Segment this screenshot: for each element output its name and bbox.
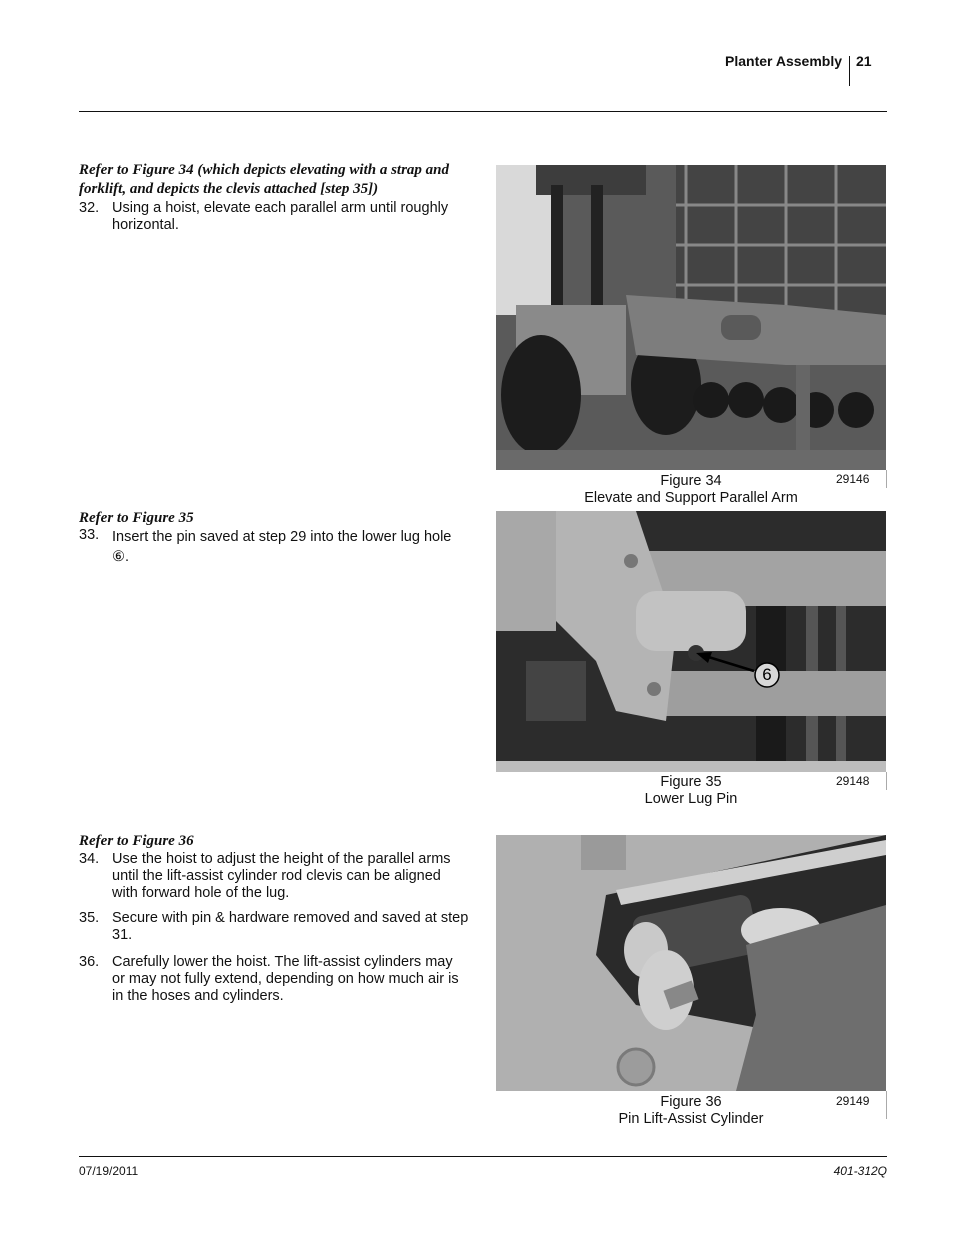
step-number: 33.: [79, 527, 100, 543]
figure-34-photo: [496, 165, 886, 470]
step-text: Using a hoist, elevate each parallel arm until roughly horizontal.: [112, 200, 449, 233]
step-number: 35.: [79, 910, 100, 926]
header-separator: [849, 56, 850, 86]
footer-date: 07/19/2011: [79, 1164, 139, 1178]
figure-frame-line: [886, 470, 887, 488]
header-rule: [79, 111, 887, 112]
figure-number: 29148: [836, 774, 870, 788]
figure-label: Figure 35: [660, 774, 722, 790]
step-text: Secure with pin & hardware removed and saved at step 31.: [112, 910, 469, 943]
figure-number: 29149: [836, 1094, 870, 1108]
step-text: Carefully lower the hoist. The lift-assist cylinders may or may not fully extend, depending on how much air is in the hoses and cylinders.: [112, 954, 459, 1004]
figure-35-photo: [496, 511, 886, 772]
figure-36-photo: [496, 835, 886, 1091]
list-item: [79, 527, 469, 567]
figure-number: 29146: [836, 472, 870, 486]
callout-number: 6: [762, 665, 772, 684]
figure-frame-line: [886, 1091, 887, 1119]
figure-title: Elevate and Support Parallel Arm: [584, 490, 798, 506]
figure-title: Lower Lug Pin: [644, 791, 738, 807]
figure-title: Pin Lift-Assist Cylinder: [618, 1111, 764, 1127]
figure-reference: Refer to Figure 36: [79, 833, 194, 849]
footer-doc-id: 401-312Q: [833, 1164, 887, 1178]
figure-frame-line: [886, 772, 887, 790]
step-number: 34.: [79, 851, 100, 867]
figure-label: Figure 34: [660, 473, 722, 489]
figure-caption: [496, 473, 886, 507]
list-item: [79, 851, 469, 902]
figure-reference: Refer to Figure 34 (which depicts elevating with a strap and forklift, and depicts the clevis attached [step 35]): [79, 162, 450, 197]
figure-caption: [496, 1094, 886, 1128]
figure-caption: [496, 774, 886, 808]
header-section-title: Planter Assembly: [725, 53, 842, 69]
page-number: 21: [856, 53, 872, 69]
step-number: 36.: [79, 954, 100, 970]
list-item: [79, 200, 469, 234]
list-item: [79, 910, 469, 944]
figure-label: Figure 36: [660, 1094, 722, 1110]
list-item: [79, 954, 469, 1005]
footer-rule: [79, 1156, 887, 1157]
step-text: Use the hoist to adjust the height of the parallel arms until the lift-assist cylinder rod clevis can be aligned with forward hole of the lug.: [112, 851, 451, 901]
step-number: 32.: [79, 200, 100, 216]
figure-reference: Refer to Figure 35: [79, 510, 194, 526]
step-text: Insert the pin saved at step 29 into the lower lug hole ⑥.: [112, 529, 452, 565]
